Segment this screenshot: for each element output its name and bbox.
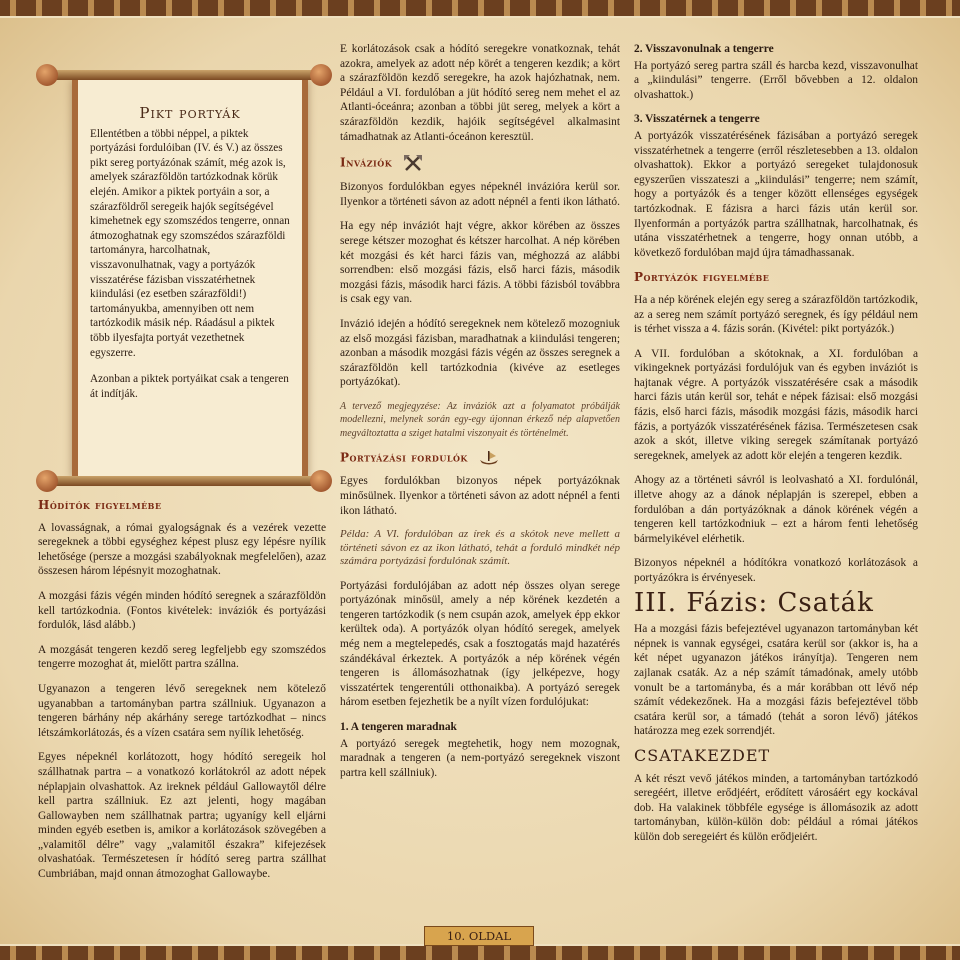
col1-paragraph: A lovasságnak, a római gyalogságnak és a vezérek vezette seregeknek a többi egységhez képest plusz egy lépésre nyílik lehetősége (persze a mozgási szabályoknak megfelelően), azaz összesen három lépésnyit mozoghatnak. xyxy=(38,521,326,578)
invasion-title xyxy=(340,154,620,172)
invasion-paragraph: Bizonyos fordulókban egyes népeknél invázióra kerül sor. Ilyenkor a történeti sávon az adott népnél a fenti ikon látható. xyxy=(340,181,620,208)
phase-title: III. Fázis: Csaták xyxy=(634,587,874,618)
invasion-title-text: Inváziók xyxy=(340,155,393,170)
designer-note: A tervező megjegyzése: Az inváziók azt a folyamatot próbálják modellezni, melynek során egy-egy újonnan érkező nép alapvetően megváltoztatta a sziget hatalmi viszonyait és történelmét. xyxy=(340,400,620,439)
sidebar-paragraph: Azonban a piktek portyáikat csak a tengeren át indítják. xyxy=(90,373,289,400)
case2-title: 2. Visszavonulnak a tengerre xyxy=(634,43,774,55)
col1-paragraph: A mozgását tengeren kezdő sereg legfeljebb egy szomszédos tengerre mozoghat át, mielőtt partra szállna. xyxy=(38,643,326,671)
col1-paragraph: A mozgási fázis végén minden hódító seregnek a szárazföldön kell tartózkodnia. (Fontos kivételek: inváziók és portyázási fordulók, lásd alább.) xyxy=(38,589,326,632)
scroll-knob-icon xyxy=(310,470,332,492)
longship-icon xyxy=(479,450,499,466)
battle-start-title: CSATAKEZDET xyxy=(634,745,771,765)
sidebar-title: Pikt portyák xyxy=(139,104,241,122)
col2-intro: E korlátozások csak a hódító seregekre vonatkoznak, tehát azokra, amelyek az adott nép körét a tengeren kezdik; a kört a szárazföldön kezdő seregekre, ha azok hajózhatnak, nem. Például a VI. fordulóban a jüt hódító sereg nem mehet el az Atlanti-óceánra; azonban a többi jüt sereg, melyek a kört a szárazföldön kezdik, hajóik segítségével alkalmasint támadhatnak az Atlanti-óceánon keresztül. xyxy=(340,43,620,143)
scroll-knob-icon xyxy=(36,64,58,86)
raiders-title: Portyázók figyelmébe xyxy=(634,270,770,285)
column-1 xyxy=(38,498,326,892)
scroll-knob-icon xyxy=(36,470,58,492)
scroll-paper xyxy=(72,80,308,478)
case2-text: Ha portyázó sereg partra száll és harcba kezd, visszavonulhat a „kiindulási” tengerre. (Erről bővebben a 12. oldalon olvashattok.) xyxy=(634,59,918,101)
page xyxy=(0,18,960,944)
invasion-paragraph: Ha egy nép inváziót hajt végre, akkor körében az összes serege kétszer mozoghat és kétszer harcolhat. A nép körében két mozgási és két harci fázis van, méghozzá az alábbi sorrendben: első mozgási fázis, első harci fázis, második mozgási fázis, második harci fázis. A többi fázisból továbbra is csak egy van. xyxy=(340,220,620,306)
raiders-paragraph: Ha a nép körének elején egy sereg a szárazföldön tartózkodik, az a sereg nem számít portyázó seregnek, és így például nem is térhet vissza a 4. fázis során. (Kivétel: pikt portyázók.) xyxy=(634,293,918,336)
invasion-paragraph: Invázió idején a hódító seregeknek nem kötelező mozogniuk az első mozgási fázisban, maradhatnak a kiindulási tengeren; azonban a második mozgási fázis végén az összes seregnek a szárazföldön kell tartózkodnia (kivéve az esetleges portyázókat). xyxy=(340,317,620,389)
col1-paragraph: Egyes népeknél korlátozott, hogy hódító seregeik hol szállhatnak partra – a vonatkozó korlátokról az adott népek néplapjain olvashattok. Az ireknek például Gallowaytől délre kell partra szállniuk. Ez azt jelenti, hogy magában Gallowayben nem szállhatnak partra; ugyanígy kell eljárni minden egyéb esetben is, amikor a korlátozások szövegében a „valamitől délre” vagy „valamitől északra” kifejezések olvashatóak. Természetesen ír hódító sereg partra szállhat Cumbriában, majd onnan átmozoghat Gallowaybe. xyxy=(38,751,326,881)
raid-example: Példa: A VI. fordulóban az írek és a skótok neve mellett a történeti sávon ez az ikon látható, tehát a forduló mindkét nép számára portyázási fordulónak számít. xyxy=(340,528,620,568)
scroll-knob-icon xyxy=(310,64,332,86)
scroll-rod-top xyxy=(44,70,324,80)
case1-title: 1. A tengeren maradnak xyxy=(340,721,457,733)
phase-paragraph: Ha a mozgási fázis befejeztével ugyanazon tartományban két népnek is vannak egységei, csatára kerül sor (akkor is, ha a két népet ugyanazon játékos irányítja). Tengeren nem zajlanak csaták. Az a nép számít támadónak, amely utóbb vonult be a tartományba, és a már korábban ott lévő nép számít védekezőnek. Ha a mozgási fázis befejeztével több csatára kerül sor, a támadó (tehát a soron lévő) játékos határozza meg ezek sorrendjét. xyxy=(634,623,918,738)
raid-paragraph: Portyázási fordulójában az adott nép összes olyan serege portyázónak minősül, amely a nép körének kezdetén a tengeren tartózkodik (s nem csupán azok, amelyek épp ekkor kerültek oda). A portyázók olyan hódító seregek, amelyek még nem a megtelepedés, csak a fosztogatás majd hazatérés szándékával érkeztek. A portyázók a nép körének végén tengeren is állomásozhatnak (így jelképezve, hogy visszatértek tengerentúli otthonaikba). A portyázó seregek három esetben fejezhetik be a nyílt vízen fordulójukat: xyxy=(340,579,620,709)
column-3 xyxy=(634,42,918,855)
case3-text: A portyázók visszatérésének fázisában a portyázó seregek visszatérhetnek a tengerre (erről részletesebben a 13. oldalon olvashattok). Ekkor a portyázó seregeket tulajdonosuk egyszerűen visszateszi a „kiindulási” tengerre; nem számít, hogy a portyázók és a tenger között ellenséges egységek tartózkodnak. E fázisra a harci fázis után kerül sor. Ilyenformán a portyázók partra szállhatnak, harcolhatnak, és utána visszatérhetnek a tengerre, hogy onnan utóbb, a következő fordulóban majd újra támadhassanak. xyxy=(634,129,918,259)
raid-paragraph: Egyes fordulókban bizonyos népek portyázóknak minősülnek. Ilyenkor a történeti sávon az adott népnél a fenti ikon látható. xyxy=(340,475,620,517)
scroll-rod-bottom xyxy=(44,476,324,486)
case3-title: 3. Visszatérnek a tengerre xyxy=(634,113,760,126)
top-border xyxy=(0,0,960,16)
crossed-axes-icon xyxy=(403,154,423,172)
column-2 xyxy=(340,42,620,790)
case1-text: A portyázó seregek megtehetik, hogy nem mozognak, maradnak a tengeren (a nem-portyázó seregeknek viszont partra kell szállniuk). xyxy=(340,737,620,779)
pikt-sidebar-scroll xyxy=(44,58,324,486)
battle-start-text: A két részt vevő játékos minden, a tartományban tartózkodó seregéért, illetve erődjéért, erődített városáért egy kockával dob. Ha valakinek többféle egysége is állomásozik az adott tartományban, külön-külön dob: például a római játékos külön dob seregeiért és külön erődjeiért. xyxy=(634,772,918,843)
raiders-paragraph: A VII. fordulóban a skótoknak, a XI. fordulóban a vikingeknek portyázási fordulójuk van és egyben inváziót is hajtanak végre. A portyázók visszatérésére csak a második harci fázis után kerül sor, tehát e népek fázisai: első mozgási fázis, első harci fázis, második mozgási fázis, második harci fázis, a portyázók visszatérésének fázisa. Természetesen csak azok a skót, illetve viking seregek számítanak portyázó seregeknek, amelyek az adott kör elején a tengeren kezdik. xyxy=(634,347,918,462)
raid-turns-title-text: Portyázási fordulók xyxy=(340,450,468,465)
col1-paragraph: Ugyanazon a tengeren lévő seregeknek nem kötelező ugyanabban a tartományban partra szállniuk. Ugyanazon a tengeren bárhány nép akárhány serege tartózkodhat – nincs létszámkorlátozás, és a vízen csatára sem nyílik lehetőség. xyxy=(38,682,326,739)
raiders-paragraph: Bizonyos népeknél a hódítókra vonatkozó korlátozások a portyázókra is érvényesek. xyxy=(634,557,918,584)
conquerors-title: Hódítók figyelmébe xyxy=(38,498,162,512)
page-number: 10. OLDAL xyxy=(424,926,534,946)
raid-turns-title xyxy=(340,450,620,466)
bottom-border xyxy=(0,946,960,960)
raiders-paragraph: Ahogy az a történeti sávról is leolvasható a XI. fordulónál, illetve ahogy az a dánok néplapján is szerepel, ebben a fordulóban a dán portyázóknak a dánok körének végén a tengeren kell tartózkodniuk – ezt a három fenti lehetőség bármelyikével elérhetik. xyxy=(634,474,918,545)
sidebar-paragraph: Ellentétben a többi néppel, a piktek portyázási fordulóiban (IV. és V.) az összes pikt sereg portyázónak számít, még azok is, amelyek szárazföldön tartózkodnak körük elején. Amikor a piktek portyáin a sor, a szárazföldről seregeik hajók segítségével kimehetnek egy szomszédos tengerre, onnan átmozoghatnak egy szomszédos szárazföldi tartományra, harcolhatnak, visszavonulhatnak, vagy a portyázók visszatérése fázisban visszatérhetnek kiindulási (ez esetben szárazföldi!) tartományukba, amennyiben ott nem tartózkodik másik nép. Ráadásul a piktek több ilyesfajta portyát vezethetnek egyszerre. xyxy=(90,127,290,359)
